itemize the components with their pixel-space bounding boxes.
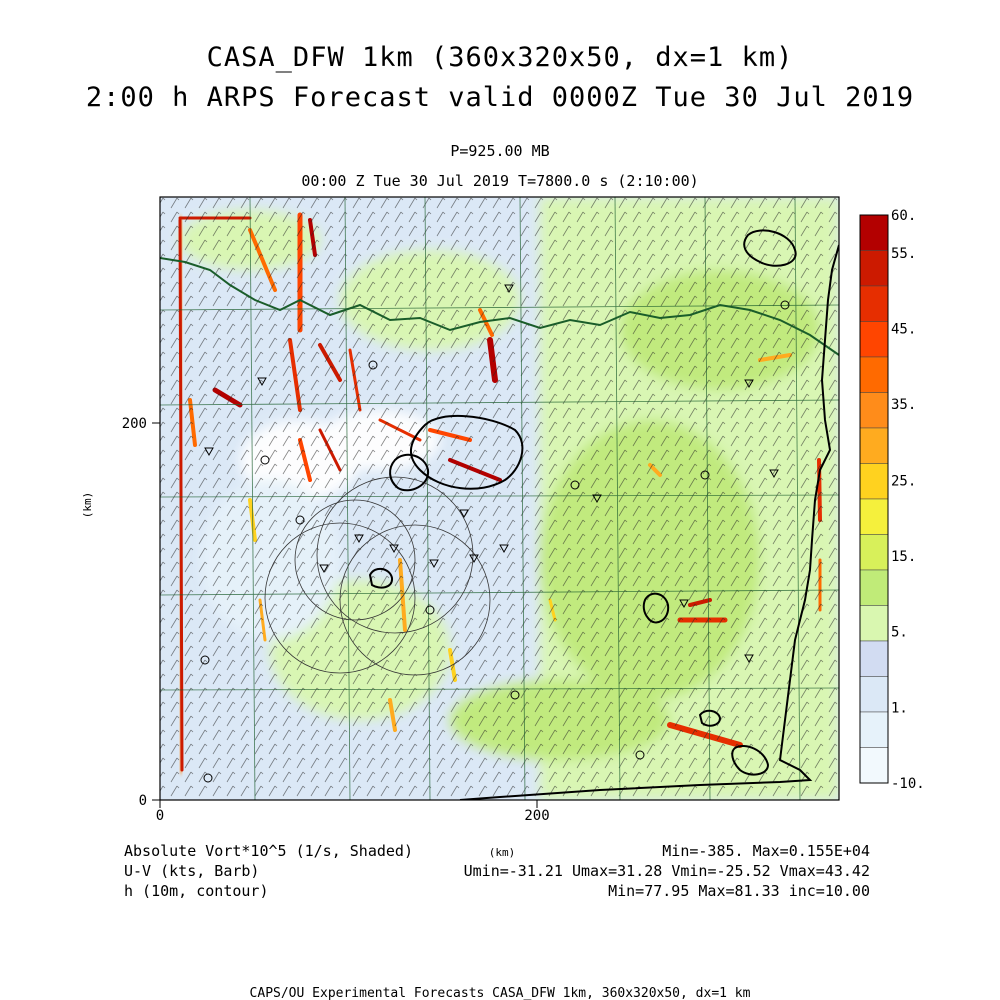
colorbar-swatch <box>860 393 888 429</box>
colorbar-swatch <box>860 215 888 251</box>
y-axis-label: (km) <box>81 491 94 519</box>
y-tick-label-0: 0 <box>138 793 147 809</box>
colorbar <box>860 215 888 783</box>
shaded-field-label: Absolute Vort*10^5 (1/s, Shaded) <box>124 842 413 860</box>
colorbar-tick-label: 5. <box>891 624 908 641</box>
colorbar-labels <box>891 208 925 792</box>
colorbar-swatch <box>860 712 888 748</box>
colorbar-swatch <box>860 322 888 358</box>
colorbar-tick-label: 35. <box>891 397 917 414</box>
chart-title-line2: 2:00 h ARPS Forecast valid 0000Z Tue 30 Jul 2019 <box>85 82 915 113</box>
colorbar-swatch <box>860 464 888 500</box>
contour-field-label: h (10m, contour) <box>124 882 269 900</box>
colorbar-swatch <box>860 251 888 287</box>
wind-barbs <box>160 197 839 800</box>
colorbar-swatch <box>860 570 888 606</box>
colorbar-tick-label: 60. <box>891 208 917 224</box>
colorbar-swatch <box>860 286 888 322</box>
colorbar-tick-label: -10. <box>891 776 925 792</box>
colorbar-swatch <box>860 428 888 464</box>
chart-title-line1: CASA_DFW 1km (360x320x50, dx=1 km) <box>206 42 794 73</box>
colorbar-tick-label: 15. <box>891 548 917 565</box>
colorbar-tick-label: 1. <box>891 700 908 717</box>
wind-stats: Umin=-31.21 Umax=31.28 Vmin=-25.52 Vmax=43.42 <box>463 862 870 880</box>
colorbar-swatch <box>860 641 888 677</box>
colorbar-tick-label: 45. <box>891 321 917 338</box>
shaded-stats: Min=-385. Max=0.155E+04 <box>662 842 870 860</box>
colorbar-tick-label: 25. <box>891 473 917 490</box>
pressure-label: P=925.00 MB <box>450 142 550 160</box>
colorbar-swatch <box>860 357 888 393</box>
credit-line: CAPS/OU Experimental Forecasts CASA_DFW 1km, 360x320x50, dx=1 km <box>249 986 751 1000</box>
x-tick-label-0: 0 <box>155 808 165 824</box>
colorbar-swatch <box>860 535 888 571</box>
colorbar-swatch <box>860 748 888 784</box>
x-tick-label-200: 200 <box>524 808 550 824</box>
time-label: 00:00 Z Tue 30 Jul 2019 T=7800.0 s (2:10:00) <box>301 172 699 190</box>
x-axis-label: (km) <box>488 846 516 859</box>
colorbar-swatch <box>860 499 888 535</box>
height-stats: Min=77.95 Max=81.33 inc=10.00 <box>608 882 870 900</box>
barb-field-label: U-V (kts, Barb) <box>124 862 260 880</box>
colorbar-tick-label: 55. <box>891 246 917 263</box>
y-tick-label-200: 200 <box>121 416 147 432</box>
colorbar-swatch <box>860 677 888 713</box>
colorbar-swatch <box>860 606 888 642</box>
